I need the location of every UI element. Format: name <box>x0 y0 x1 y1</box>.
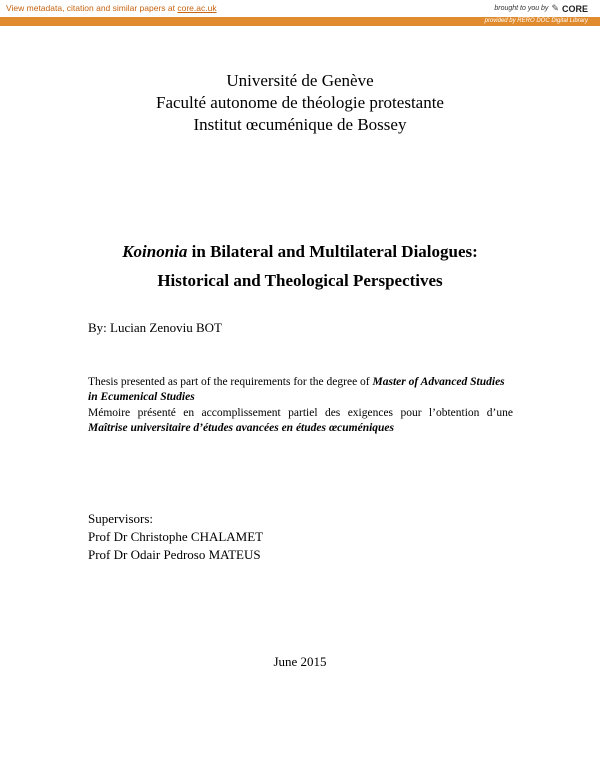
supervisors-heading: Supervisors: <box>88 511 153 526</box>
core-banner <box>0 0 600 18</box>
core-logo-text: CORE <box>561 3 588 14</box>
submission-date: June 2015 <box>273 654 327 669</box>
institute-name: Institut œcuménique de Bossey <box>193 115 407 134</box>
thesis-title-line2: Historical and Theological Perspectives <box>157 271 443 290</box>
supervisor-1: Prof Dr Christophe CHALAMET <box>88 529 264 544</box>
thesis-statement-fr <box>88 406 513 436</box>
core-logo-icon: ✎ <box>551 3 559 13</box>
faculty-name: Faculté autonome de théologie protestante <box>156 93 444 112</box>
degree-fr: Maîtrise universitaire d’études avancées en études œcuméniques <box>88 422 395 434</box>
author: By: Lucian Zenoviu BOT <box>88 320 222 335</box>
university-name: Université de Genève <box>226 71 374 90</box>
core-link[interactable]: core.ac.uk <box>177 3 217 13</box>
core-metadata-text <box>6 3 217 13</box>
title-line1-text: in Bilateral and Multilateral Dialogues: <box>187 242 478 261</box>
core-brought-label: brought to you by <box>494 5 549 12</box>
thesis-fr-text: Mémoire présenté en accomplissement partiel des exigences pour l’obtention d’une <box>88 407 513 419</box>
supervisor-2: Prof Dr Odair Pedroso MATEUS <box>88 547 261 562</box>
core-provider-text: provided by RERO DOC Digital Library <box>484 18 588 24</box>
thesis-en-text: Thesis presented as part of the requirements for the degree of <box>88 376 373 388</box>
core-metadata-label: View metadata, citation and similar papers at <box>6 3 175 13</box>
degree-en-line1: Master of Advanced Studies <box>372 376 505 388</box>
thesis-title-line1 <box>0 242 600 262</box>
thesis-statement-en <box>88 375 513 405</box>
degree-en-line2: in Ecumenical Studies <box>88 391 195 403</box>
core-brand[interactable] <box>494 3 588 14</box>
core-provider-bar <box>0 17 600 26</box>
title-italic-word: Koinonia <box>122 242 188 261</box>
